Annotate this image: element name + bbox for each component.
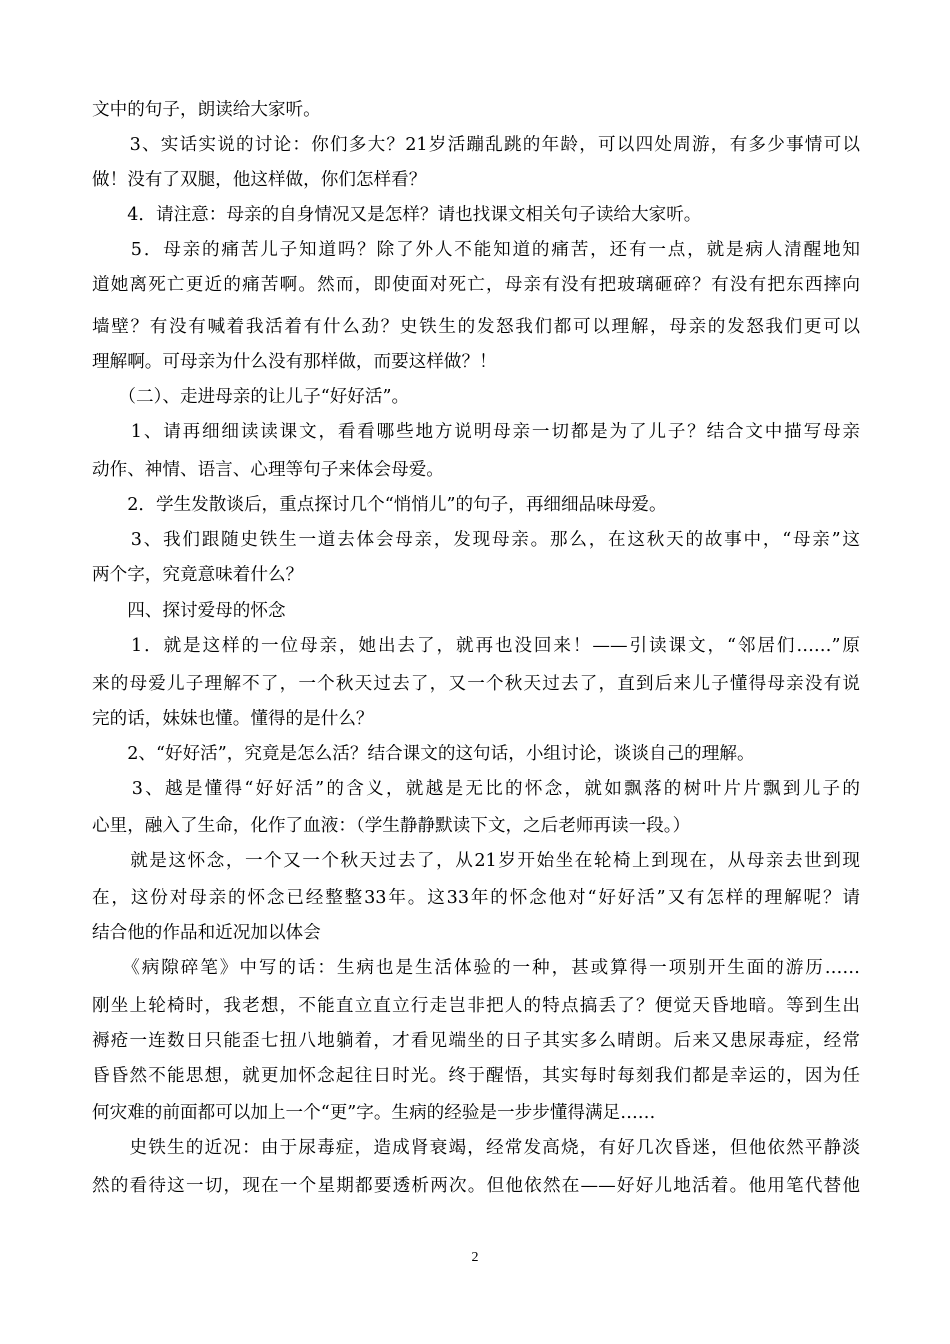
text-line: 3、我们跟随史铁生一道去体会母亲，发现母亲。那么，在这秋天的故事中，“母亲”这 — [92, 530, 860, 550]
text-line: 褥疮一连数日只能歪七扭八地躺着，才看见端坐的日子其实多么晴朗。后来又患尿毒症，经常 — [92, 1031, 860, 1051]
text-line: 然的看待这一切，现在一个星期都要透析两次。但他依然在——好好儿地活着。他用笔代替他 — [92, 1176, 860, 1196]
text-line: 完的话，妹妹也懂。懂得的是什么？ — [92, 709, 374, 729]
text-line: 理解啊。可母亲为什么没有那样做，而要这样做？！ — [92, 352, 497, 372]
text-line: 刚坐上轮椅时，我老想，不能直立直立行走岂非把人的特点搞丢了？便觉天昏地暗。等到生出 — [92, 996, 860, 1016]
text-line: 3、越是懂得“好好活”的含义，就越是无比的怀念，就如飘落的树叶片片飘到儿子的 — [92, 779, 860, 799]
text-line: 就是这怀念，一个又一个秋天过去了，从21岁开始坐在轮椅上到现在，从母亲去世到现 — [92, 851, 860, 871]
text-line: 在，这份对母亲的怀念已经整整33年。这33年的怀念他对“好好活”又有怎样的理解呢？请 — [92, 888, 860, 908]
section-heading: 四、探讨爱母的怀念 — [92, 601, 286, 621]
text-line: 文中的句子，朗读给大家听。 — [92, 100, 321, 120]
text-line: 《病隙碎笔》中写的话：生病也是生活体验的一种，甚或算得一项别开生面的游历…… — [92, 958, 860, 978]
text-line: 4．请注意：母亲的自身情况又是怎样？请也找课文相关句子读给大家听。 — [92, 205, 702, 225]
text-line: 1、请再细细读读课文，看看哪些地方说明母亲一切都是为了儿子？结合文中描写母亲 — [92, 422, 860, 442]
text-line: 3、实话实说的讨论：你们多大？21岁活蹦乱跳的年龄，可以四处周游，有多少事情可以 — [92, 135, 860, 155]
text-line: 心里，融入了生命，化作了血液：（学生静静默读下文，之后老师再读一段。） — [92, 816, 691, 836]
text-line: 何灾难的前面都可以加上一个“更”字。生病的经验是一步步懂得满足…… — [92, 1103, 656, 1123]
text-line: 道她离死亡更近的痛苦啊。然而，即使面对死亡，母亲有没有把玻璃砸碎？有没有把东西摔向 — [92, 275, 860, 295]
text-line: 1．就是这样的一位母亲，她出去了，就再也没回来！——引读课文，“邻居们……”原 — [92, 636, 860, 656]
text-line: 做！没有了双腿，他这样做，你们怎样看？ — [92, 170, 427, 190]
text-line: 墙壁？有没有喊着我活着有什么劲？史铁生的发怒我们都可以理解，母亲的发怒我们更可以 — [92, 317, 860, 337]
text-line: 2．学生发散谈后，重点探讨几个“悄悄儿”的句子，再细细品味母爱。 — [92, 495, 667, 515]
text-line: 史铁生的近况：由于尿毒症，造成肾衰竭，经常发高烧，有好几次昏迷，但他依然平静淡 — [92, 1138, 860, 1158]
text-line: 来的母爱儿子理解不了，一个秋天过去了，又一个秋天过去了，直到后来儿子懂得母亲没有说 — [92, 674, 860, 694]
text-line: 5．母亲的痛苦儿子知道吗？除了外人不能知道的痛苦，还有一点，就是病人清醒地知 — [92, 240, 860, 260]
text-line: （二）、走进母亲的让儿子“好好活”。 — [92, 387, 410, 407]
text-line: 动作、神情、语言、心理等句子来体会母爱。 — [92, 460, 444, 480]
text-line: 结合他的作品和近况加以体会 — [92, 923, 321, 943]
page-number: 2 — [471, 1250, 479, 1265]
text-line: 两个字，究竟意味着什么？ — [92, 565, 304, 585]
text-line: 2、“好好活”，究竟是怎么活？结合课文的这句话，小组讨论，谈谈自己的理解。 — [92, 744, 755, 764]
text-line: 昏昏然不能思想，就更加怀念起往日时光。终于醒悟，其实每时每刻我们都是幸运的，因为任 — [92, 1066, 860, 1086]
